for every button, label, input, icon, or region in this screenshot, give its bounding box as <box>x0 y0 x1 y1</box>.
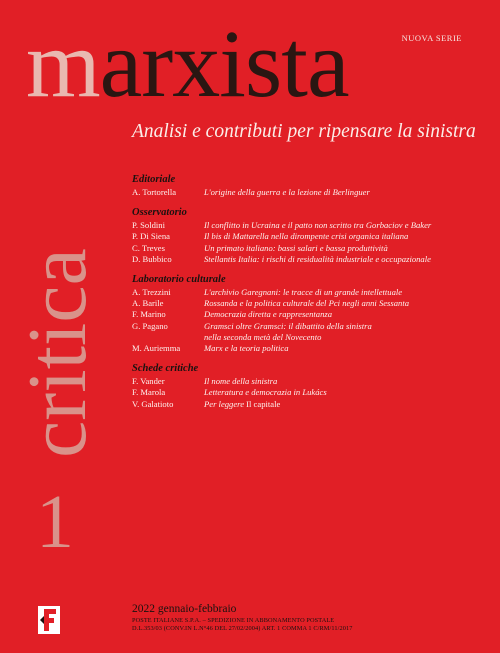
toc-entry <box>132 231 472 242</box>
toc-entry <box>132 343 472 354</box>
entry-author: A. Tortorella <box>132 187 177 197</box>
masthead-initial: m <box>26 10 100 117</box>
entry-author: A. Trezzini <box>132 287 171 298</box>
entry-author: P. Soldini <box>132 220 165 231</box>
toc-entry <box>132 376 472 387</box>
entry-title: Un primato italiano: bassi salari e bassa produttività <box>204 242 388 253</box>
cover-subtitle: Analisi e contributi per ripensare la sinistra <box>132 121 476 142</box>
toc-entry <box>132 187 472 198</box>
section-editoriale <box>132 174 472 198</box>
entry-title: Il conflitto in Ucraina e il patto non scritto tra Gorbaciov e Baker <box>204 220 432 231</box>
entry-author: D. Bubbico <box>132 253 172 264</box>
entry-title-italic: Per leggere <box>204 398 245 409</box>
masthead-title <box>26 10 349 117</box>
entry-author: C. Treves <box>132 242 165 253</box>
section-title: Laboratorio culturale <box>132 274 226 286</box>
section-title: Editoriale <box>132 174 176 185</box>
entry-author: M. Auriemma <box>132 343 181 354</box>
issue-date: 2022 gennaio-febbraio <box>132 603 237 615</box>
entry-title: L'archivio Garegnani: le tracce di un grande intellettuale <box>204 287 403 298</box>
section-title: Osservatorio <box>132 207 187 219</box>
toc-entry <box>132 321 472 343</box>
cover-footer <box>132 603 472 632</box>
toc-entry <box>132 220 472 231</box>
series-label: NUOVA SERIE <box>401 33 462 43</box>
entry-title-line1: Gramsci oltre Gramsci: il dibattito della sinistra <box>204 320 372 331</box>
table-of-contents <box>132 174 472 419</box>
entry-title: Rossanda e la politica culturale del Pci negli anni Sessanta <box>204 298 410 309</box>
entry-title: Stellantis Italia: i rischi di residualità industriale e occupazionale <box>204 253 431 264</box>
entry-title: Democrazia diretta e rappresentanza <box>204 309 333 320</box>
postal-line: D.L.353/03 (CONV.IN L.N°46 DEL 27/02/2004) ART. 1 COMMA 1 C/RM/11/2017 <box>132 624 353 632</box>
toc-entry <box>132 387 472 398</box>
entry-title-upright: Il capitale <box>244 398 281 409</box>
entry-title <box>204 321 372 343</box>
entry-title-line2: nella seconda metà del Novecento <box>204 331 322 342</box>
entry-title: Letteratura e democrazia in Lukács <box>204 387 327 398</box>
toc-entry <box>132 287 472 298</box>
toc-entry <box>132 309 472 320</box>
section-schede <box>132 363 472 410</box>
section-laboratorio <box>132 274 472 354</box>
entry-author: V. Galatioto <box>132 398 174 409</box>
toc-entry <box>132 243 472 254</box>
entry-title: Marx e la teoria politica <box>204 343 289 354</box>
entry-author: A. Barile <box>132 298 164 309</box>
entry-title: L'origine della guerra e la lezione di Berlinguer <box>204 187 370 197</box>
entry-author: P. Di Siena <box>132 231 170 242</box>
entry-title: Il bis di Mattarella nella dirompente crisi organica italiana <box>204 231 409 242</box>
section-osservatorio <box>132 207 472 265</box>
entry-author: F. Vander <box>132 376 165 387</box>
issue-number: 1 <box>36 480 74 564</box>
entry-author: F. Marino <box>132 309 166 320</box>
vertical-title: critica <box>11 248 104 458</box>
entry-author: G. Pagano <box>132 320 168 331</box>
toc-entry <box>132 254 472 265</box>
f-logo-icon <box>38 606 60 634</box>
masthead-rest: arxista <box>99 10 349 117</box>
toc-entry <box>132 298 472 309</box>
toc-entry <box>132 399 472 410</box>
section-title: Schede critiche <box>132 363 199 375</box>
entry-title <box>204 399 280 410</box>
postal-line: POSTE ITALIANE S.P.A. – SPEDIZIONE IN ABBONAMENTO POSTALE <box>132 617 335 624</box>
entry-author: F. Marola <box>132 387 166 398</box>
entry-title: Il nome della sinistra <box>204 376 278 387</box>
